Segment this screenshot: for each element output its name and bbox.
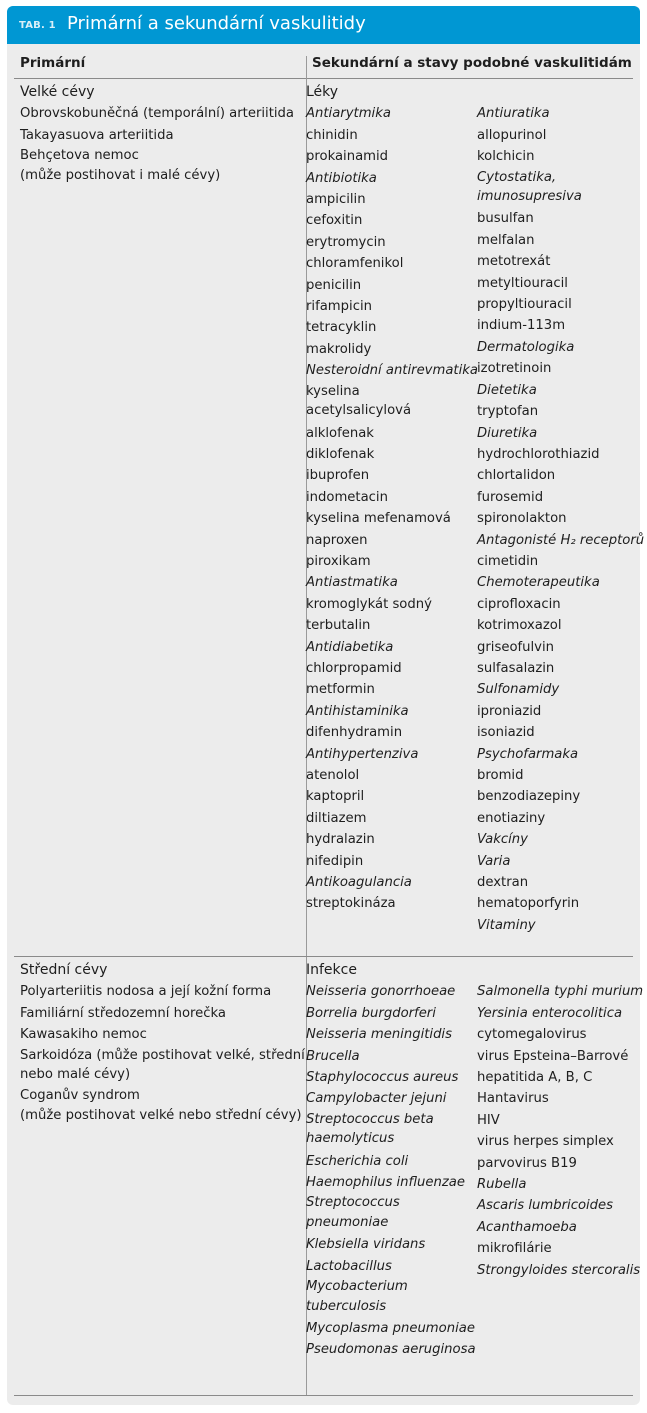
list-item: streptokináza [306,896,396,912]
list-item: Strongyloides stercoralis [477,1262,641,1278]
header-divider [14,78,633,79]
list-item: busulfan [477,211,534,227]
list-item: piroxikam [306,553,371,569]
list-item: Salmonella typhi murium [477,984,644,1000]
list-item: virus herpes simplex [477,1134,614,1150]
list-item: cytomegalovirus [477,1027,587,1043]
list-item: erytromycin [306,234,386,250]
list-item: benzodiazepiny [477,789,581,805]
list-item: griseofulvin [477,639,555,655]
table-header [7,6,640,44]
list-item: Mycobacterium tuberculosis [306,1279,408,1314]
list-item: kaptopril [306,789,365,805]
list-item: penicilin [306,277,362,293]
section-divider [14,956,633,957]
list-item: diklofenak [306,446,375,462]
list-item: Antibiotika [306,170,377,186]
list-item: kromoglykát sodný [306,596,432,612]
list-item: Antagonisté H₂ receptorů [477,532,645,548]
list-item: Neisseria meningitidis [306,1027,452,1043]
list-item: Cytostatika, imunosupresiva [477,169,582,205]
list-item: nifedipin [306,853,364,869]
list-item: Antiarytmika [306,106,391,122]
list-item: Pseudomonas aeruginosa [306,1342,476,1358]
list-item: hepatitida A, B, C [477,1070,593,1086]
section2-infections-list-right [477,960,643,1281]
section2-primary-list [20,960,306,1127]
list-item: diltiazem [306,810,367,826]
list-item: chlorpropamid [306,660,402,676]
list-item: chloramfenikol [306,256,404,272]
column-header-secondary: Sekundární a stavy podobné vaskulitidám [312,55,632,71]
list-item: Antihypertenziva [306,746,419,762]
list-item: Psychofarmaka [477,746,579,762]
list-item: virus Epsteina–Barrové [477,1048,629,1064]
table-title: Primární a sekundární vaskulitidy [67,13,366,34]
list-item: terbutalin [306,618,371,634]
list-item: Streptococcus beta haemolyticus [306,1111,434,1147]
list-item: Obrovskobuněčná (temporální) arteriitida [20,106,295,122]
list-item: Kawasakiho nemoc [20,1027,147,1043]
list-item: hematoporfyrin [477,896,580,912]
list-item: dextran [477,875,529,891]
list-item: makrolidy [306,341,372,357]
list-item: Antikoagulancia [306,875,412,891]
list-item: chinidin [306,127,358,143]
list-item: Vitaminy [477,917,536,933]
list-item: hydrochlorothiazid [477,446,600,462]
list-item: Dietetika [477,382,537,398]
list-item: cefoxitin [306,213,363,229]
list-item: Hantavirus [477,1091,549,1107]
list-item: metotrexát [477,254,551,270]
list-item: Neisseria gonorrhoeae [306,984,456,1000]
list-item: kyselina acetylsalicylová [306,383,412,419]
list-item: atenolol [306,768,360,783]
group-heading: Velké cévy [20,84,95,100]
list-item: Dermatologika [477,339,575,355]
group-heading: Infekce [306,962,357,978]
group-heading [477,82,644,103]
list-item: metformin [306,682,375,698]
list-item: difenhydramin [306,725,403,741]
list-item: Antiuratika [477,106,550,122]
list-item: rifampicin [306,299,372,315]
list-item: Familiární středozemní horečka [20,1005,227,1021]
list-item: chlortalidon [477,468,556,484]
list-item: tryptofan [477,404,539,420]
group-heading: Léky [306,84,339,100]
list-item: Chemoterapeutika [477,575,600,591]
list-item: ampicilin [306,192,366,208]
group-heading: Střední cévy [20,962,108,978]
list-item: bromid [477,768,524,783]
list-item: iproniazid [477,703,542,719]
list-item: tetracyklin [306,320,377,336]
list-item: Sulfonamidy [477,682,560,698]
list-item: Ascaris lumbricoides [477,1198,614,1214]
list-item: Coganův syndrom (může postihovat velké nebo střední cévy) [20,1088,302,1123]
list-item: enotiaziny [477,810,546,826]
list-item: alklofenak [306,425,374,441]
section2-infections-list-left [306,960,476,1361]
list-item: propyltiouracil [477,297,572,313]
list-item: Klebsiella viridans [306,1237,426,1253]
list-item: sulfasalazin [477,660,555,676]
list-item: Vakcíny [477,832,528,848]
list-item: Streptococcus pneumoniae [306,1195,400,1230]
list-item: indometacin [306,489,388,505]
column-header-primary: Primární [20,55,86,71]
list-item: kolchicin [477,149,535,165]
list-item: Mycoplasma pneumoniae [306,1320,475,1336]
list-item: parvovirus B19 [477,1155,577,1171]
list-item: Sarkoidóza (může postihovat velké, střední nebo malé cévy) [20,1047,305,1083]
list-item: Yersinia enterocolitica [477,1005,623,1021]
list-item: cimetidin [477,553,539,569]
list-item: furosemid [477,489,544,505]
list-item: Escherichia coli [306,1153,409,1169]
list-item: metyltiouracil [477,275,568,291]
list-item: Lactobacillus [306,1258,392,1274]
list-item: melfalan [477,232,535,248]
table-number: TAB. 1 [19,20,56,31]
list-item: mikrofilárie [477,1241,552,1257]
list-item: kotrimoxazol [477,618,562,634]
list-item: spironolakton [477,511,567,527]
list-item: ciprofloxacin [477,596,561,612]
list-item: Acanthamoeba [477,1219,577,1235]
list-item: Varia [477,853,511,869]
list-item: Borrelia burgdorferi [306,1005,436,1021]
list-item: Campylobacter jejuni [306,1091,447,1107]
section1-drugs-list-left [306,82,478,915]
list-item: ibuprofen [306,468,370,484]
list-item: isoniazid [477,725,535,741]
list-item: Nesteroidní antirevmatika [306,363,478,379]
list-item: Brucella [306,1048,360,1064]
list-item: Antihistaminika [306,703,409,719]
list-item: Diuretika [477,425,538,441]
list-item: indium-113m [477,318,566,334]
list-item: Takayasuova arteriitida [20,127,174,143]
table-bottom-rule [14,1395,633,1396]
list-item: Behçetova nemoc (může postihovat i malé cévy) [20,148,221,183]
list-item: hydralazin [306,832,375,848]
list-item: Haemophilus influenzae [306,1175,465,1191]
section1-primary-list [20,82,306,187]
list-item: kyselina mefenamová [306,511,451,527]
list-item: HIV [477,1112,500,1128]
list-item: Polyarteriitis nodosa a její kožní forma [20,984,272,1000]
section1-drugs-list-right [477,82,644,936]
list-item: Antidiabetika [306,639,394,655]
list-item: allopurinol [477,127,547,143]
list-item: prokainamid [306,149,389,165]
list-item: Rubella [477,1177,527,1193]
list-item: naproxen [306,532,368,548]
list-item: izotretinoin [477,361,552,377]
list-item: Staphylococcus aureus [306,1070,459,1086]
group-heading [477,960,643,981]
list-item: Antiastmatika [306,575,398,591]
